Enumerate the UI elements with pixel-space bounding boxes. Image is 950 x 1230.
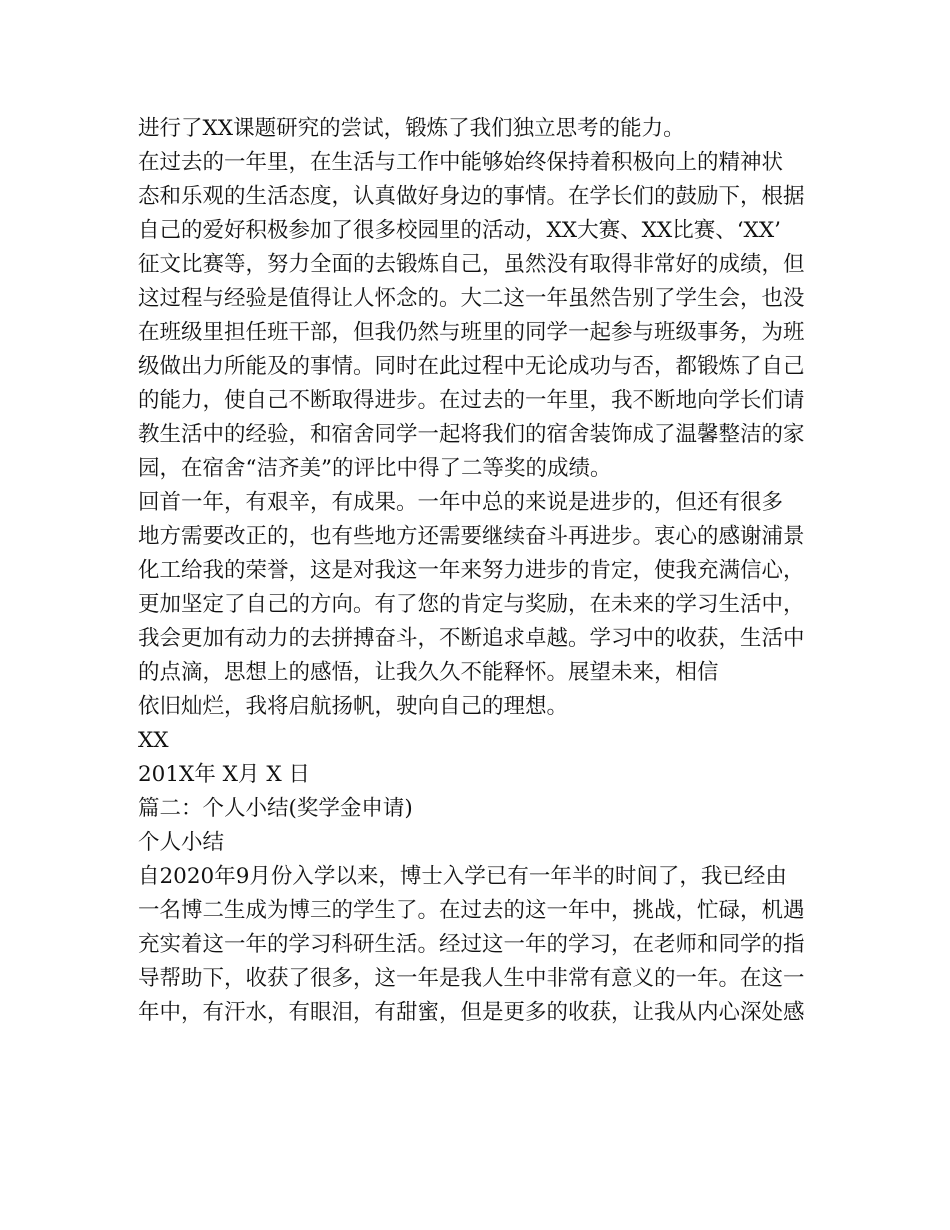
text-line: 地方需要改正的，也有些地方还需要继续奋斗再进步。衷心的感谢浦景 xyxy=(138,524,805,549)
text-line: 级做出力所能及的事情。同时在此过程中无论成功与否，都锻炼了自己 xyxy=(138,354,805,379)
text-line: 一名博二生成为博三的学生了。在过去的这一年中，挑战，忙碌，机遇 xyxy=(138,898,805,923)
text-line: 园，在宿舍“洁齐美”的评比中得了二等奖的成绩。 xyxy=(138,456,612,481)
text-line: 依旧灿烂，我将启航扬帆，驶向自己的理想。 xyxy=(138,694,569,719)
text-line: 的点滴，思想上的感悟，让我久久不能释怀。展望未来，相信 xyxy=(138,660,719,685)
text-line: 自己的爱好积极参加了很多校园里的活动，XX大赛、XX比赛、‘XX’ xyxy=(138,218,782,243)
section-subtitle: 个人小结 xyxy=(138,830,225,855)
text-line: 自2020年9月份入学以来，博士入学已有一年半的时间了，我已经由 xyxy=(138,864,787,889)
text-line: 的能力，使自己不断取得进步。在过去的一年里，我不断地向学长们请 xyxy=(138,388,805,413)
section-heading: 篇二：个人小结(奖学金申请) xyxy=(138,796,413,821)
text-line: 在过去的一年里，在生活与工作中能够始终保持着积极向上的精神状 xyxy=(138,150,784,175)
text-line: 回首一年，有艰辛，有成果。一年中总的来说是进步的，但还有很多 xyxy=(138,490,784,515)
text-line: 征文比赛等，努力全面的去锻炼自己，虽然没有取得非常好的成绩，但 xyxy=(138,252,805,277)
text-line: 我会更加有动力的去拼搏奋斗，不断追求卓越。学习中的收获，生活中 xyxy=(138,626,805,651)
text-line: 态和乐观的生活态度，认真做好身边的事情。在学长们的鼓励下，根据 xyxy=(138,184,805,209)
text-line: 充实着这一年的学习科研生活。经过这一年的学习，在老师和同学的指 xyxy=(138,932,805,957)
text-line: 更加坚定了自己的方向。有了您的肯定与奖励，在未来的学习生活中， xyxy=(138,592,805,617)
signature-name: XX xyxy=(138,728,169,753)
text-line: 教生活中的经验，和宿舍同学一起将我们的宿舍装饰成了温馨整洁的家 xyxy=(138,422,805,447)
text-line: 年中，有汗水，有眼泪，有甜蜜，但是更多的收获，让我从内心深处感 xyxy=(138,1000,805,1025)
text-line: 导帮助下，收获了很多，这一年是我人生中非常有意义的一年。在这一 xyxy=(138,966,805,991)
text-line: 化工给我的荣誉，这是对我这一年来努力进步的肯定，使我充满信心， xyxy=(138,558,805,583)
signature-date: 201X年 X月 X 日 xyxy=(138,762,310,787)
text-line: 在班级里担任班干部，但我仍然与班里的同学一起参与班级事务，为班 xyxy=(138,320,805,345)
text-line: 这过程与经验是值得让人怀念的。大二这一年虽然告别了学生会，也没 xyxy=(138,286,805,311)
text-line: 进行了XX课题研究的尝试，锻炼了我们独立思考的能力。 xyxy=(138,116,685,141)
document-body xyxy=(138,112,818,1030)
